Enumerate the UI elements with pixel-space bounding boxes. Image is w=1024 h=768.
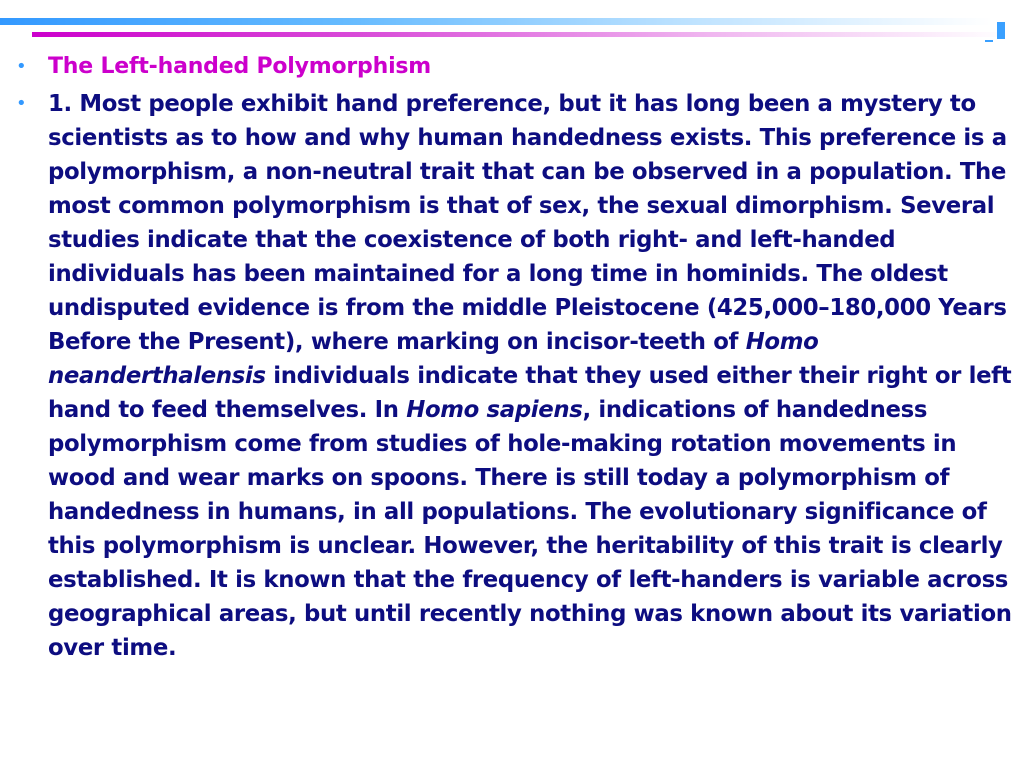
species-name-neanderthalensis: Homo neanderthalensis — [48, 329, 819, 389]
body-paragraph — [48, 87, 1014, 665]
body-text-part-2: individuals indicate that they used either their right or left hand to feed themselves. In — [48, 363, 1012, 423]
body-bullet-item — [14, 87, 1014, 665]
bullet-icon: • — [16, 56, 27, 77]
title-bullet-item — [14, 50, 1014, 84]
body-text-part-3: , indications of handedness polymorphism come from studies of hole-making rotation movements in wood and wear marks on spoons. There is still today a polymorphism of handedness in humans, in all populations. The evolutionary significance of this polymorphism is unclear. However, the heritability of this trait is clearly established. It is known that the frequency of left-handers is variable across geographical areas, but until recently nothing was known about its variation over time. — [48, 397, 1012, 661]
decorative-corner-dash — [985, 40, 993, 42]
slide-title: The Left-handed Polymorphism — [48, 54, 432, 79]
slide-content — [14, 50, 1014, 665]
decorative-corner-block — [997, 22, 1005, 39]
species-name-sapiens: Homo sapiens — [406, 397, 583, 423]
decorative-bottom-bar — [32, 32, 1008, 37]
body-text-part-1: 1. Most people exhibit hand preference, but it has long been a mystery to scientists as to how and why human handedness exists. This preference is a polymorphism, a non-neutral trait that can be observed in a population. The most common polymorphism is that of sex, the sexual dimorphism. Several studies indicate that the coexistence of both right- and left-handed individuals has been maintained for a long time in hominids. The oldest undisputed evidence is from the middle Pleistocene (425,000–180,000 Years Before the Present), where marking on incisor-teeth of — [48, 91, 1007, 355]
decorative-top-bar — [0, 18, 992, 25]
bullet-icon: • — [16, 93, 27, 114]
